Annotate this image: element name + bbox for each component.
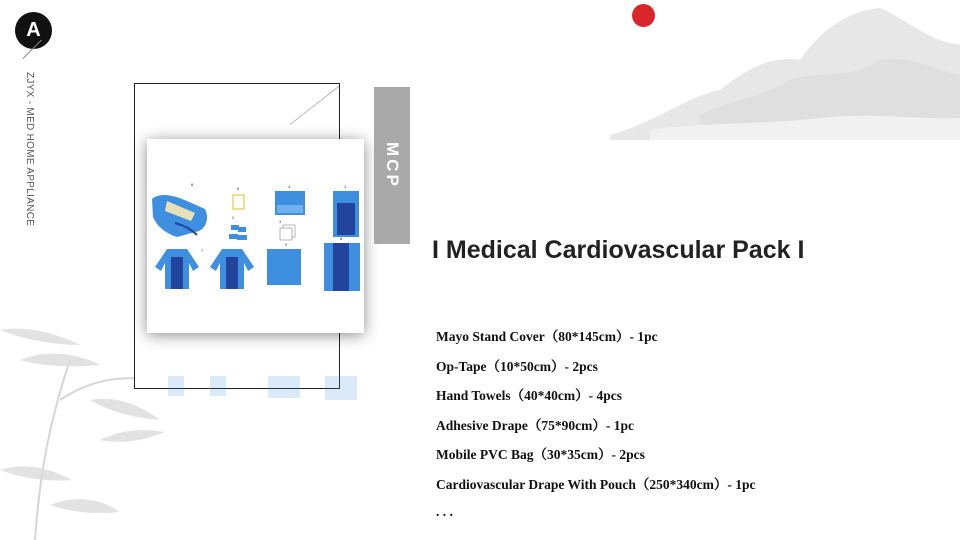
list-item: Cardiovascular Drape With Pouch（250*340cm）- 1pc — [436, 476, 756, 492]
brand-logo — [15, 12, 52, 49]
list-item: Hand Towels（40*40cm）- 4pcs — [436, 388, 623, 404]
figure-number: 5 — [237, 186, 240, 191]
list-item: Mayo Stand Cover（80*145cm）- 1pc — [436, 329, 658, 344]
list-item: Mobile PVC Bag（30*35cm）- 2pcs — [436, 447, 645, 463]
red-sun-decor — [632, 4, 655, 27]
figure-number: 8 — [340, 236, 343, 241]
bamboo-branch-decor — [35, 360, 150, 540]
figure-number: 3 — [279, 219, 282, 224]
mcp-tag — [374, 87, 410, 244]
product-image — [147, 139, 364, 333]
mountain-landscape-decor — [610, 8, 960, 140]
product-components-illustration — [147, 139, 364, 333]
figure-number: 9 — [285, 242, 288, 247]
pvc-bag — [267, 249, 301, 285]
folded-gown-bundle — [152, 195, 207, 237]
figure-number: 1 — [344, 184, 347, 189]
component-list — [436, 327, 756, 505]
figure-number: 4 — [288, 184, 291, 189]
list-item: Adhesive Drape（75*90cm）- 1pc — [436, 417, 634, 433]
figure-number: 6 — [191, 182, 194, 187]
page-title: I Medical Cardiovascular Pack I — [432, 236, 805, 264]
figure-number: 7 — [201, 248, 204, 253]
figure-number: 2 — [232, 215, 235, 220]
list-ellipsis: . . . — [436, 504, 453, 519]
list-item: Op-Tape（10*50cm）- 2pcs — [436, 358, 598, 374]
brand-tagline: ZJYX - MED HOME APPLIANCE — [24, 72, 35, 227]
mcp-tag-label: MCP — [383, 142, 402, 189]
brand-logo-letter: A — [26, 19, 41, 41]
image-reflection — [160, 376, 365, 406]
surgical-gown — [210, 249, 254, 289]
surgical-gown — [155, 249, 199, 289]
hand-towels — [280, 225, 295, 240]
